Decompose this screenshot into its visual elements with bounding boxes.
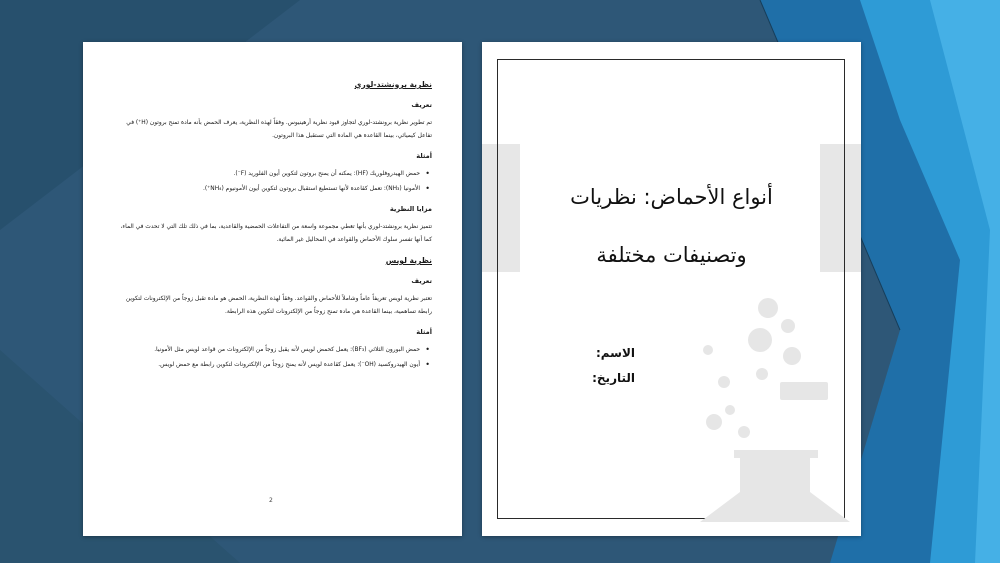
cover-title-line-2: وتصنيفات مختلفة	[596, 243, 747, 267]
name-label: الاسم:	[595, 346, 635, 360]
list-item: • حمض البورون الثلاثي (BF₃): يعمل كحمض لويس لأنه يقبل زوجاً من الإلكترونات من قواعد لويس مثل الأمونيا.	[115, 344, 420, 357]
definition-paragraph: تم تطوير نظرية برونشتد-لوري لتجاوز قيود نظرية أرهينيوس. وفقاً لهذه النظرية، يعرف الحمض بأنه مادة تمنح بروتون (H⁺) في تفاعل كيميائي، بينما القاعدة هي المادة التي تستقبل هذا البروتون.	[126, 120, 432, 139]
definition-paragraph: تعتبر نظرية لويس تعريفاً عاماً وشاملاً للأحماض والقواعد. وفقاً لهذه النظرية، الحمض هو مادة تقبل زوجاً من الإلكترونات لتكوين رابطة تساهمية، بينما القاعدة هي مادة تمنح زوجاً من الإلكترونات لتكوين هذه الرابطة.	[125, 296, 432, 315]
list-item: • حمض الهيدروفلوريك (HF): يمكنه أن يمنح بروتون لتكوين أيون الفلوريد (F⁻).	[115, 168, 420, 181]
date-label: التاريخ:	[592, 371, 635, 385]
document-body	[115, 80, 432, 381]
examples-heading: أمثلة	[416, 328, 432, 336]
advantages-paragraph: تتميز نظرية برونشتد-لوري بأنها تغطي مجموعة واسعة من التفاعلات الحمضية والقاعدية، بما في ذلك تلك التي لا تحدث في الماء، كما أنها تفسر سلوك الأحماض والقواعد في المحاليل غير المائية.	[120, 224, 432, 243]
document-page-left	[83, 42, 462, 536]
section-title-lewis: نظرية لويس	[385, 256, 432, 265]
examples-heading: أمثلة	[416, 152, 432, 160]
advantages-heading: مزايا النظرية	[389, 205, 432, 213]
examples-list	[115, 344, 432, 371]
cover-title-line-1: أنواع الأحماض: نظريات	[570, 185, 773, 209]
cover-page	[482, 42, 861, 536]
definition-heading: تعريف	[411, 101, 432, 109]
list-item: • الأمونيا (NH₃): تعمل كقاعدة لأنها تستطيع استقبال بروتون لتكوين أيون الأمونيوم (NH₄⁺).	[115, 183, 420, 196]
cover-title	[542, 168, 801, 284]
section-title-bronsted: نظرية برونشتد-لوري	[354, 80, 432, 89]
list-item: • أيون الهيدروكسيد (OH⁻): يعمل كقاعدة لويس لأنه يمنح زوجاً من الإلكترونات لتكوين رابطة مع حمض لويس.	[115, 359, 420, 372]
flask-watermark-icon	[700, 282, 850, 522]
definition-heading: تعريف	[411, 277, 432, 285]
examples-list	[115, 168, 432, 195]
page-number: 2	[269, 497, 273, 504]
